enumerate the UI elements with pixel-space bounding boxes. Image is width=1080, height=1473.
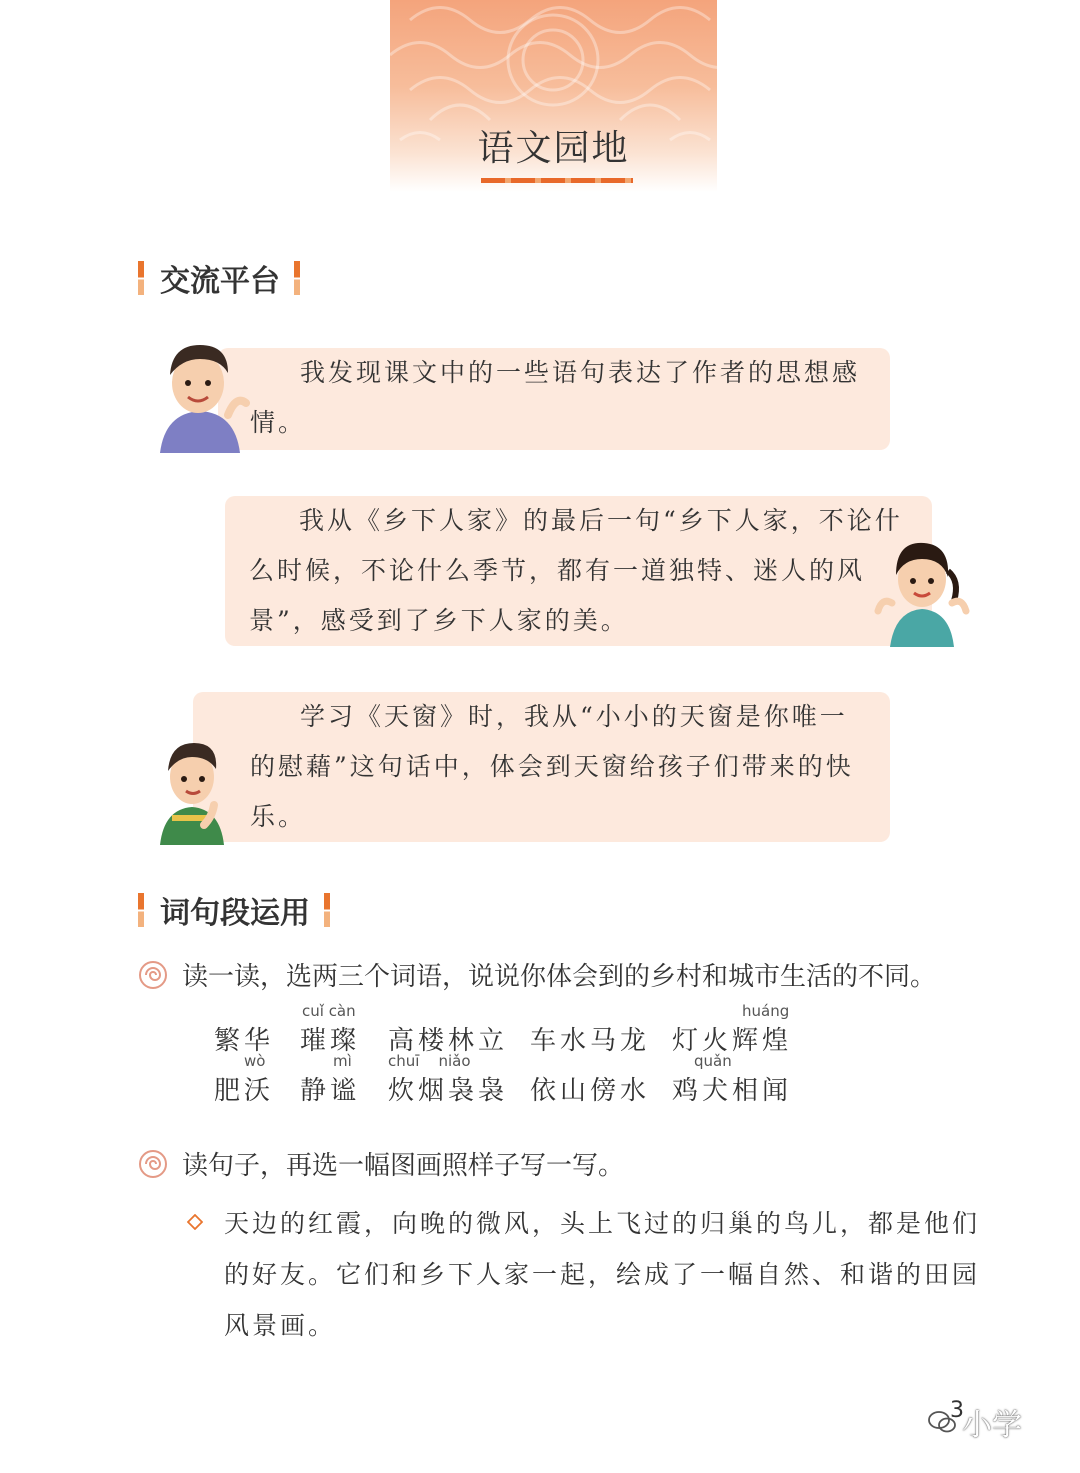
pinyin: cuǐ càn: [302, 1002, 356, 1020]
word-text: 静谧: [300, 1076, 361, 1106]
girl-character-icon: [872, 535, 972, 647]
swirl-number-icon: [138, 960, 168, 990]
word-text: 灯火辉煌: [672, 1026, 793, 1056]
word-text: 繁华: [214, 1026, 275, 1056]
example-sentence: 天边的红霞，向晚的微风，头上飞过的归巢的鸟儿，都是他们的好友。它们和乡下人家一起，绘成了一幅自然、和谐的田园风景画。: [224, 1209, 981, 1340]
pinyin: mì: [333, 1052, 352, 1070]
header-banner: [390, 0, 717, 192]
swirl-number-icon: [138, 1149, 168, 1179]
word-text: 依山傍水: [530, 1076, 651, 1106]
exercise-1: [138, 956, 936, 993]
exercise-2: [138, 1145, 624, 1182]
bubble-text: 学习《天窗》时，我从“小小的天窗是你唯一的慰藉”这句话中，体会到天窗给孩子们带来的快乐。: [250, 702, 854, 831]
speech-bubble-3: [193, 692, 890, 842]
heading-bar-right: [324, 893, 330, 927]
section-heading-label: 交流平台: [160, 264, 280, 299]
chat-logo-icon: [928, 1409, 956, 1435]
speech-bubble-2: [225, 496, 932, 646]
pinyin: quǎn: [694, 1052, 732, 1070]
heading-bar-left: [138, 261, 144, 295]
section-heading-exchange: [138, 258, 300, 298]
bubble-text: 我发现课文中的一些语句表达了作者的思想感情。: [250, 358, 861, 437]
watermark: [928, 1400, 1022, 1444]
word-text: 车水马龙: [530, 1026, 651, 1056]
boy-green-character-icon: [152, 735, 232, 845]
watermark-text: 小学: [962, 1408, 1022, 1443]
exercise-prompt: 读句子，再选一幅图画照样子写一写。: [182, 1151, 625, 1181]
heading-bar-right: [294, 261, 300, 295]
section-heading-label: 词句段运用: [160, 896, 310, 931]
exercise-prompt: 读一读，选两三个词语，说说你体会到的乡村和城市生活的不同。: [182, 962, 937, 992]
heading-bar-left: [138, 893, 144, 927]
pinyin: wò: [244, 1052, 266, 1070]
diamond-bullet-icon: [187, 1214, 203, 1230]
pinyin: huáng: [742, 1002, 790, 1020]
title-underline: [481, 178, 633, 183]
word-text: 鸡犬相闻: [672, 1076, 793, 1106]
bubble-text: 我从《乡下人家》的最后一句“乡下人家，不论什么时候，不论什么季节，都有一道独特、迷人的风景”，感受到了乡下人家的美。: [249, 506, 903, 635]
page-title: 语文园地: [477, 128, 630, 169]
speech-bubble-1: [218, 348, 890, 450]
word-text: 高楼林立: [388, 1026, 509, 1056]
word-text: 肥沃: [214, 1076, 275, 1106]
page-number: 3: [950, 1398, 964, 1423]
word-text: 璀璨: [300, 1026, 361, 1056]
word-text: 炊烟袅袅: [388, 1076, 509, 1106]
pinyin: chuī niǎo: [388, 1052, 471, 1070]
boy-character-icon: [150, 335, 250, 453]
section-heading-usage: [138, 890, 330, 930]
